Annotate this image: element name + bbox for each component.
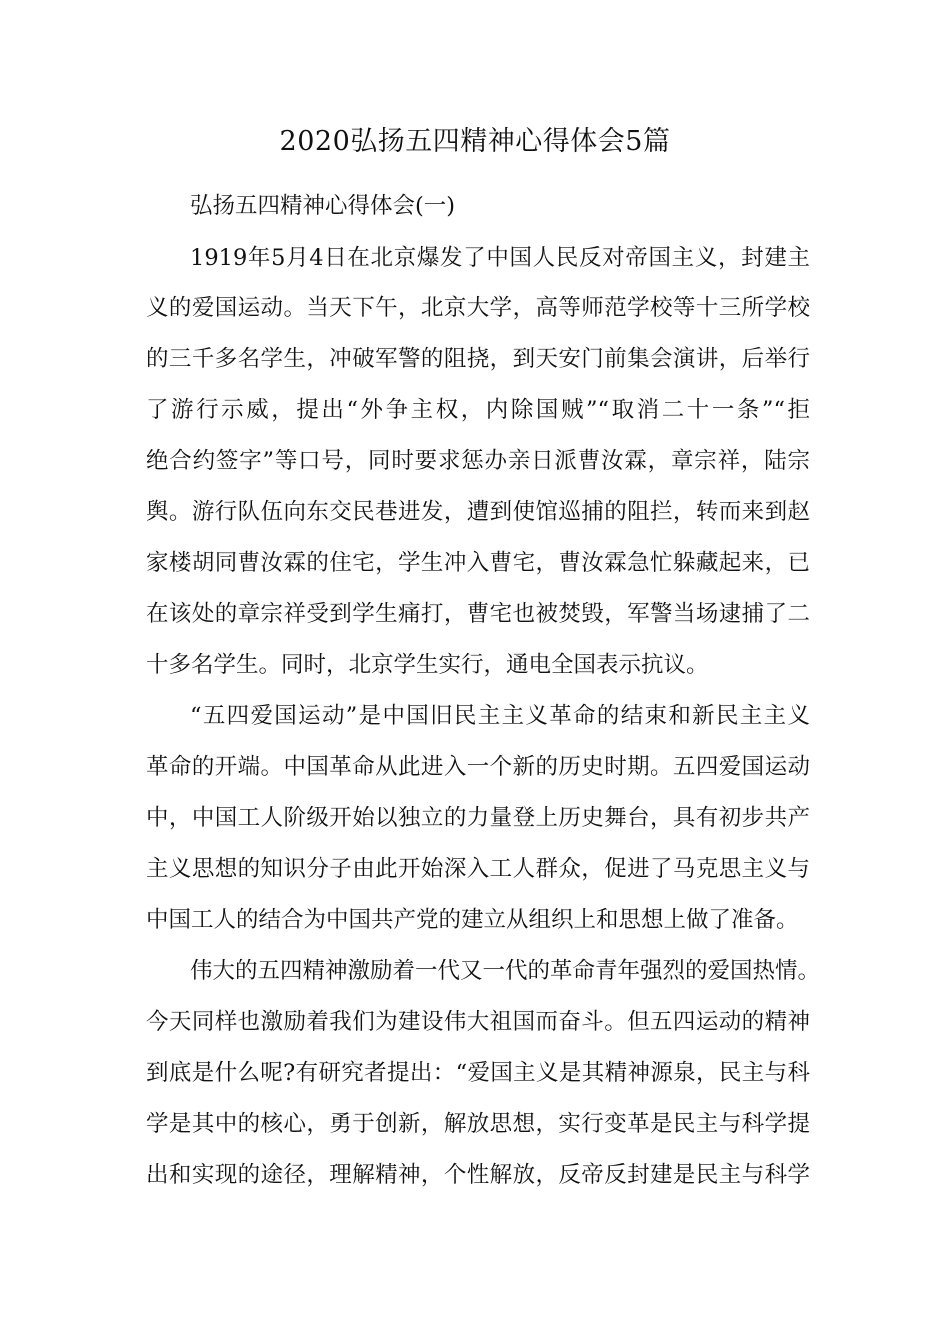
section-heading: 弘扬五四精神心得体会(一) <box>190 193 456 219</box>
paragraph-3-line-5: 出和实现的途径，理解精神，个性解放，反帝反封建是民主与科学 <box>146 1162 810 1188</box>
paragraph-1-line-8: 在该处的章宗祥受到学生痛打，曹宅也被焚毁，军警当场逮捕了二 <box>146 601 810 627</box>
paragraph-2-line-1: “五四爱国运动”是中国旧民主主义革命的结束和新民主主义 <box>190 703 810 729</box>
paragraph-1-line-4: 了游行示威，提出“外争主权，内除国贼”“取消二十一条”“拒 <box>146 397 810 423</box>
paragraph-3-line-3: 到底是什么呢?有研究者提出：“爱国主义是其精神源泉，民主与科 <box>146 1060 810 1086</box>
paragraph-1-line-9: 十多名学生。同时，北京学生实行，通电全国表示抗议。 <box>146 652 709 678</box>
paragraph-2-line-3: 中，中国工人阶级开始以独立的力量登上历史舞台，具有初步共产 <box>146 805 810 831</box>
paragraph-2-line-2: 革命的开端。中国革命从此进入一个新的历史时期。五四爱国运动 <box>146 754 810 780</box>
paragraph-3-line-1: 伟大的五四精神激励着一代又一代的革命青年强烈的爱国热情。 <box>190 958 821 984</box>
paragraph-1-line-3: 的三千多名学生，冲破军警的阻挠，到天安门前集会演讲，后举行 <box>146 346 810 372</box>
paragraph-1-line-6: 舆。游行队伍向东交民巷进发，遭到使馆巡捕的阻拦，转而来到赵 <box>146 499 810 525</box>
paragraph-3-line-2: 今天同样也激励着我们为建设伟大祖国而奋斗。但五四运动的精神 <box>146 1009 810 1035</box>
paragraph-1-line-1: 1919年5月4日在北京爆发了中国人民反对帝国主义，封建主 <box>190 245 810 271</box>
paragraph-3-line-4: 学是其中的核心，勇于创新，解放思想，实行变革是民主与科学提 <box>146 1111 810 1137</box>
document-title: 2020弘扬五四精神心得体会5篇 <box>279 126 671 157</box>
paragraph-1-line-7: 家楼胡同曹汝霖的住宅，学生冲入曹宅，曹汝霖急忙躲藏起来，已 <box>146 550 810 576</box>
paragraph-2-line-4: 主义思想的知识分子由此开始深入工人群众，促进了马克思主义与 <box>146 856 810 882</box>
paragraph-1-line-5: 绝合约签字”等口号，同时要求惩办亲日派曹汝霖，章宗祥，陆宗 <box>146 448 810 474</box>
paragraph-2-line-5: 中国工人的结合为中国共产党的建立从组织上和思想上做了准备。 <box>146 907 799 933</box>
paragraph-1-line-2: 义的爱国运动。当天下午，北京大学，高等师范学校等十三所学校 <box>146 295 810 321</box>
